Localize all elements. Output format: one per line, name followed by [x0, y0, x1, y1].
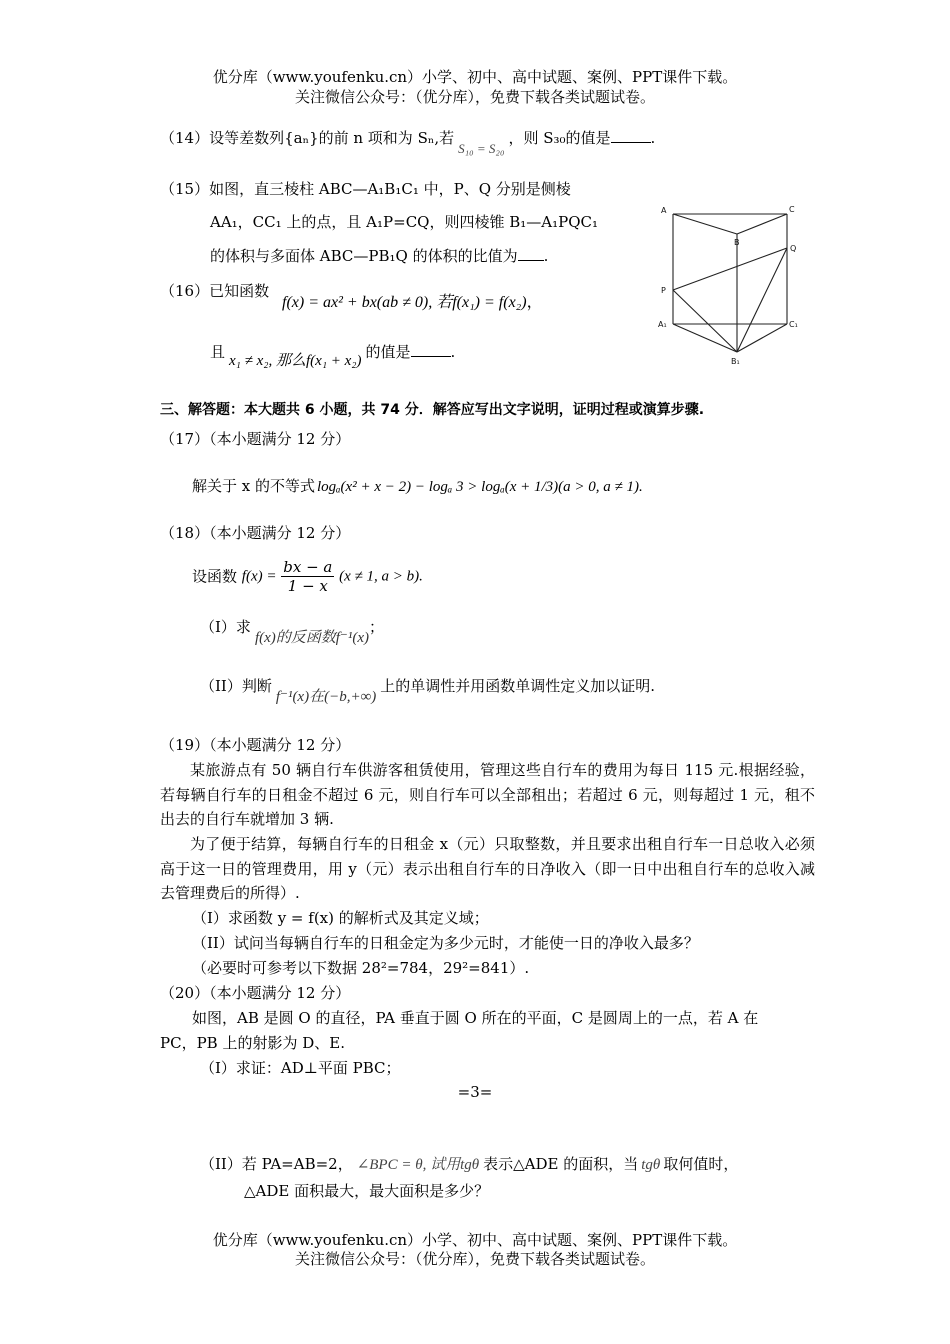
- q16-math-2: x₁ ≠ x₂, 那么f(x₁ + x₂): [229, 353, 362, 369]
- fig-label-p: P: [661, 286, 666, 295]
- q18-heading: （18）（本小题满分 12 分）: [160, 524, 351, 542]
- q14-math: S₁₀ = S₂₀: [458, 141, 505, 156]
- q18-part-2: [200, 677, 656, 705]
- fig-label-b1: B₁: [731, 357, 740, 366]
- q18-part1-tail: ；: [368, 618, 384, 636]
- edge-cb: [737, 214, 787, 234]
- q14-answer-blank: [611, 128, 651, 143]
- edge-ab: [673, 214, 737, 234]
- edge-c1b1: [737, 324, 787, 352]
- section-3-title: 三、解答题：本大题共 6 小题，共 74 分．解答应写出文字说明，证明过程或演算步骤.: [160, 402, 705, 418]
- q20-part2-math: ∠BPC = θ, 试用tgθ: [356, 1157, 480, 1173]
- q20-part2-mid: 表示△ADE 的面积，当: [483, 1155, 639, 1173]
- q15-line-3-text: 的体积与多面体 ABC—PB₁Q 的体积的比值为: [210, 247, 518, 265]
- edge-a1b1: [673, 324, 737, 352]
- page-number: =3=: [457, 1083, 493, 1101]
- q19-paragraph-1: 某旅游点有 50 辆自行车供游客租赁使用，管理这些自行车的费用为每日 115 元.根据经验，若每辆自行车的日租金不超过 6 元，则自行车可以全部租出；若超过 6 元，则每超过 1 元，租不出去的自行车就增加 3 辆.: [160, 761, 815, 828]
- q20-part-1: （I）求证：AD⊥平面 PBC；: [200, 1059, 401, 1077]
- q15-answer-blank: [518, 246, 544, 261]
- q17-body: [192, 477, 643, 496]
- q20-part2-tail: 取何值时，: [663, 1155, 739, 1173]
- q17-math: logₐ(x² + x − 2) − logₐ 3 > logₐ(x + 1/3)(a > 0, a ≠ 1).: [317, 479, 643, 495]
- q16-tail: 的值是: [365, 343, 411, 361]
- q18-part2-label: （II）判断: [200, 677, 272, 695]
- q18-math-lhs: f(x) =: [241, 568, 277, 585]
- q20-part-2: [200, 1155, 738, 1174]
- q18-part-1: [200, 618, 384, 646]
- q18-part1-math: f(x)的反函数f⁻¹(x): [254, 630, 369, 646]
- q16-label: （16）已知函数: [160, 282, 270, 300]
- q18-text: 设函数: [192, 567, 238, 586]
- fig-label-a: A: [661, 206, 667, 215]
- q18-part2-math: f⁻¹(x)在(−b,+∞): [275, 689, 377, 705]
- q15-line-3: 的体积与多面体 ABC—PB₁Q 的体积的比值为 .: [210, 247, 549, 265]
- header-line-2: 关注微信公众号：（优分库），免费下载各类试题试卷。: [294, 88, 655, 106]
- q19-paragraph-2: 为了便于结算，每辆自行车的日租金 x（元）只取整数，并且要求出租自行车一日总收入必须高于这一日的管理费用，用 y（元）表示出租自行车的日净收入（即一日中出租自行车的总收入减去管理费后的所得）.: [160, 835, 815, 902]
- q18-fraction: [281, 558, 334, 595]
- edge-pb1: [673, 290, 737, 352]
- fig-label-c: C: [789, 205, 795, 214]
- q19-note: （必要时可参考以下数据 28²=784，29²=841）.: [192, 959, 530, 977]
- q19-heading: （19）（本小题满分 12 分）: [160, 736, 351, 754]
- q18-part2-tail: 上的单调性并用函数单调性定义加以证明.: [380, 677, 656, 695]
- prism-figure: [655, 200, 805, 368]
- q16-math-1-text: f(x) = ax² + bx(ab ≠ 0), 若f(x₁) = f(x₂): [282, 294, 527, 311]
- q18-body: [192, 558, 423, 595]
- fig-label-a1: A₁: [658, 320, 667, 329]
- q16-qie: 且: [210, 343, 226, 361]
- q18-frac-den: 1 − x: [287, 577, 328, 595]
- q19-part-1: （I）求函数 y = f(x) 的解析式及其定义域；: [192, 909, 489, 927]
- q17-heading: （17）（本小题满分 12 分）: [160, 430, 351, 448]
- q18-part1-label: （I）求: [200, 618, 251, 636]
- q20-heading: （20）（本小题满分 12 分）: [160, 984, 351, 1002]
- q19-part-2: （II）试问当每辆自行车的日租金定为多少元时，才能使一日的净收入最多？: [192, 934, 699, 952]
- fig-label-c1: C₁: [789, 320, 798, 329]
- q20-line-2: PC，PB 上的射影为 D、E.: [160, 1034, 345, 1052]
- header-line-1: 优分库（www.youfenku.cn）小学、初中、高中试题、案例、PPT课件下载。: [212, 68, 738, 86]
- q16-math-1: [282, 293, 543, 312]
- fig-label-q: Q: [790, 244, 797, 253]
- q14-tail: ，则 S₃₀的值是: [508, 129, 611, 147]
- footer-line-1: 优分库（www.youfenku.cn）小学、初中、高中试题、案例、PPT课件下载。: [212, 1231, 738, 1249]
- q16-comma: ，: [526, 294, 543, 311]
- q16-line-2: 且 x₁ ≠ x₂, 那么f(x₁ + x₂) 的值是 .: [210, 343, 456, 369]
- q15-line-1: （15）如图，直三棱柱 ABC—A₁B₁C₁ 中，P、Q 分别是侧棱: [160, 180, 571, 198]
- q20-part2-math2: tgθ: [641, 1157, 661, 1173]
- q20-line-1: 如图，AB 是圆 O 的直径，PA 垂直于圆 O 所在的平面，C 是圆周上的一点，若 A 在: [192, 1009, 759, 1027]
- q18-math-rhs: (x ≠ 1, a > b).: [339, 568, 423, 585]
- q16-answer-blank: [411, 342, 451, 357]
- q18-frac-num: bx − a: [283, 558, 333, 576]
- footer-line-2: 关注微信公众号：（优分库），免费下载各类试题试卷。: [294, 1250, 655, 1268]
- q15-line-2: AA₁，CC₁ 上的点，且 A₁P=CQ，则四棱锥 B₁—A₁PQC₁: [210, 213, 598, 231]
- fig-label-b: B: [734, 238, 740, 247]
- q14-text: （14）设等差数列{aₙ}的前 n 项和为 Sₙ,若: [160, 129, 455, 147]
- q20-part2-label: （II）若 PA=AB=2，: [200, 1155, 353, 1173]
- q17-text: 解关于 x 的不等式: [192, 477, 315, 495]
- question-14: （14）设等差数列{aₙ}的前 n 项和为 Sₙ,若S₁₀ = S₂₀，则 S₃₀的值是 .: [160, 129, 656, 156]
- q20-part-2-line-2: △ADE 面积最大，最大面积是多少？: [244, 1182, 490, 1200]
